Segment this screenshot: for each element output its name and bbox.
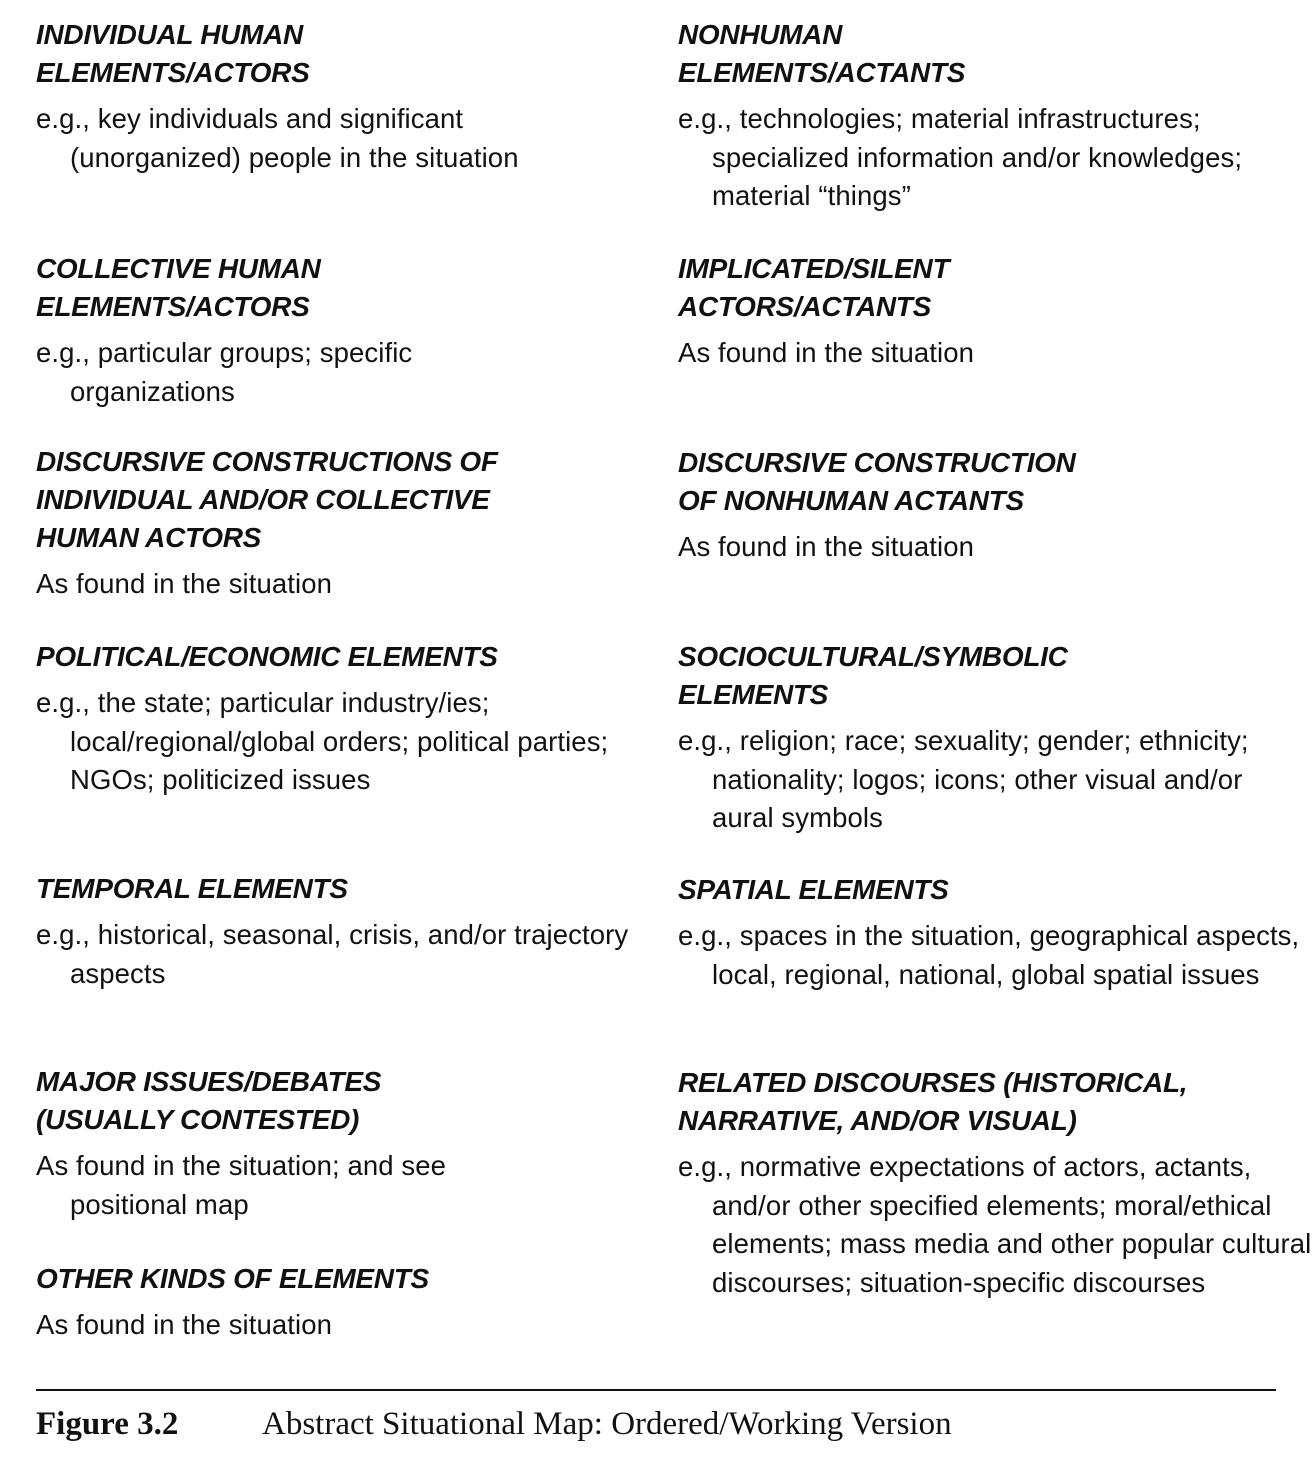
section-heading: OTHER KINDS OF ELEMENTS bbox=[36, 1263, 429, 1294]
right-block-sociocultural bbox=[678, 638, 1288, 838]
section-heading: TEMPORAL ELEMENTS bbox=[36, 873, 348, 904]
section-heading: DISCURSIVE CONSTRUCTIONS OF INDIVIDUAL AND/OR COLLECTIVE HUMAN ACTORS bbox=[36, 446, 498, 553]
caption-divider bbox=[36, 1389, 1276, 1391]
section-body: As found in the situation bbox=[36, 568, 333, 599]
section-heading: MAJOR ISSUES/DEBATES (USUALLY CONTESTED) bbox=[36, 1066, 382, 1135]
right-block-related-discourses bbox=[678, 1064, 1312, 1302]
left-block-temporal bbox=[36, 870, 646, 993]
left-block-individual-human bbox=[36, 16, 646, 177]
left-block-political-economic bbox=[36, 638, 646, 800]
section-heading: IMPLICATED/SILENT ACTORS/ACTANTS bbox=[678, 253, 950, 322]
section-heading: INDIVIDUAL HUMAN ELEMENTS/ACTORS bbox=[36, 19, 310, 88]
section-body: e.g., the state; particular industry/ies; local/regional/global orders; political parties; NGOs; politicized issues bbox=[36, 687, 609, 795]
right-block-discursive-nonhuman bbox=[678, 444, 1288, 567]
section-heading: RELATED DISCOURSES (HISTORICAL, NARRATIVE, AND/OR VISUAL) bbox=[678, 1067, 1188, 1136]
section-body: e.g., religion; race; sexuality; gender; ethnicity; nationality; logos; icons; other visual and/or aural symbols bbox=[678, 725, 1249, 833]
figure-title: Abstract Situational Map: Ordered/Working Version bbox=[262, 1406, 952, 1442]
section-body: As found in the situation bbox=[36, 1309, 333, 1340]
section-heading: POLITICAL/ECONOMIC ELEMENTS bbox=[36, 641, 498, 672]
section-body: e.g., spaces in the situation, geographical aspects, local, regional, national, global spatial issues bbox=[678, 920, 1300, 990]
left-block-other-kinds bbox=[36, 1260, 646, 1345]
section-body: As found in the situation bbox=[678, 531, 975, 562]
section-body: As found in the situation bbox=[678, 337, 975, 368]
left-block-collective-human bbox=[36, 250, 646, 411]
section-heading: SPATIAL ELEMENTS bbox=[678, 874, 949, 905]
left-block-discursive-human bbox=[36, 443, 646, 604]
right-block-nonhuman bbox=[678, 16, 1288, 216]
section-body: e.g., historical, seasonal, crisis, and/or trajectory aspects bbox=[36, 919, 629, 989]
right-block-implicated-silent bbox=[678, 250, 1288, 373]
right-block-spatial bbox=[678, 871, 1300, 994]
section-body: e.g., key individuals and significant (unorganized) people in the situation bbox=[36, 103, 519, 173]
section-body: e.g., normative expectations of actors, actants, and/or other specified elements; moral/ethical elements; mass media and other popular cultural discourses; situation-specific discourses bbox=[678, 1151, 1312, 1298]
section-body: e.g., particular groups; specific organizations bbox=[36, 337, 413, 407]
section-heading: SOCIOCULTURAL/SYMBOLIC ELEMENTS bbox=[678, 641, 1068, 710]
section-body: e.g., technologies; material infrastructures; specialized information and/or knowledges; material “things” bbox=[678, 103, 1243, 211]
section-heading: COLLECTIVE HUMAN ELEMENTS/ACTORS bbox=[36, 253, 321, 322]
left-block-major-issues bbox=[36, 1063, 646, 1224]
figure-label: Figure 3.2 bbox=[36, 1406, 179, 1442]
section-heading: DISCURSIVE CONSTRUCTION OF NONHUMAN ACTANTS bbox=[678, 447, 1076, 516]
section-heading: NONHUMAN ELEMENTS/ACTANTS bbox=[678, 19, 966, 88]
section-body: As found in the situation; and see positional map bbox=[36, 1150, 447, 1220]
